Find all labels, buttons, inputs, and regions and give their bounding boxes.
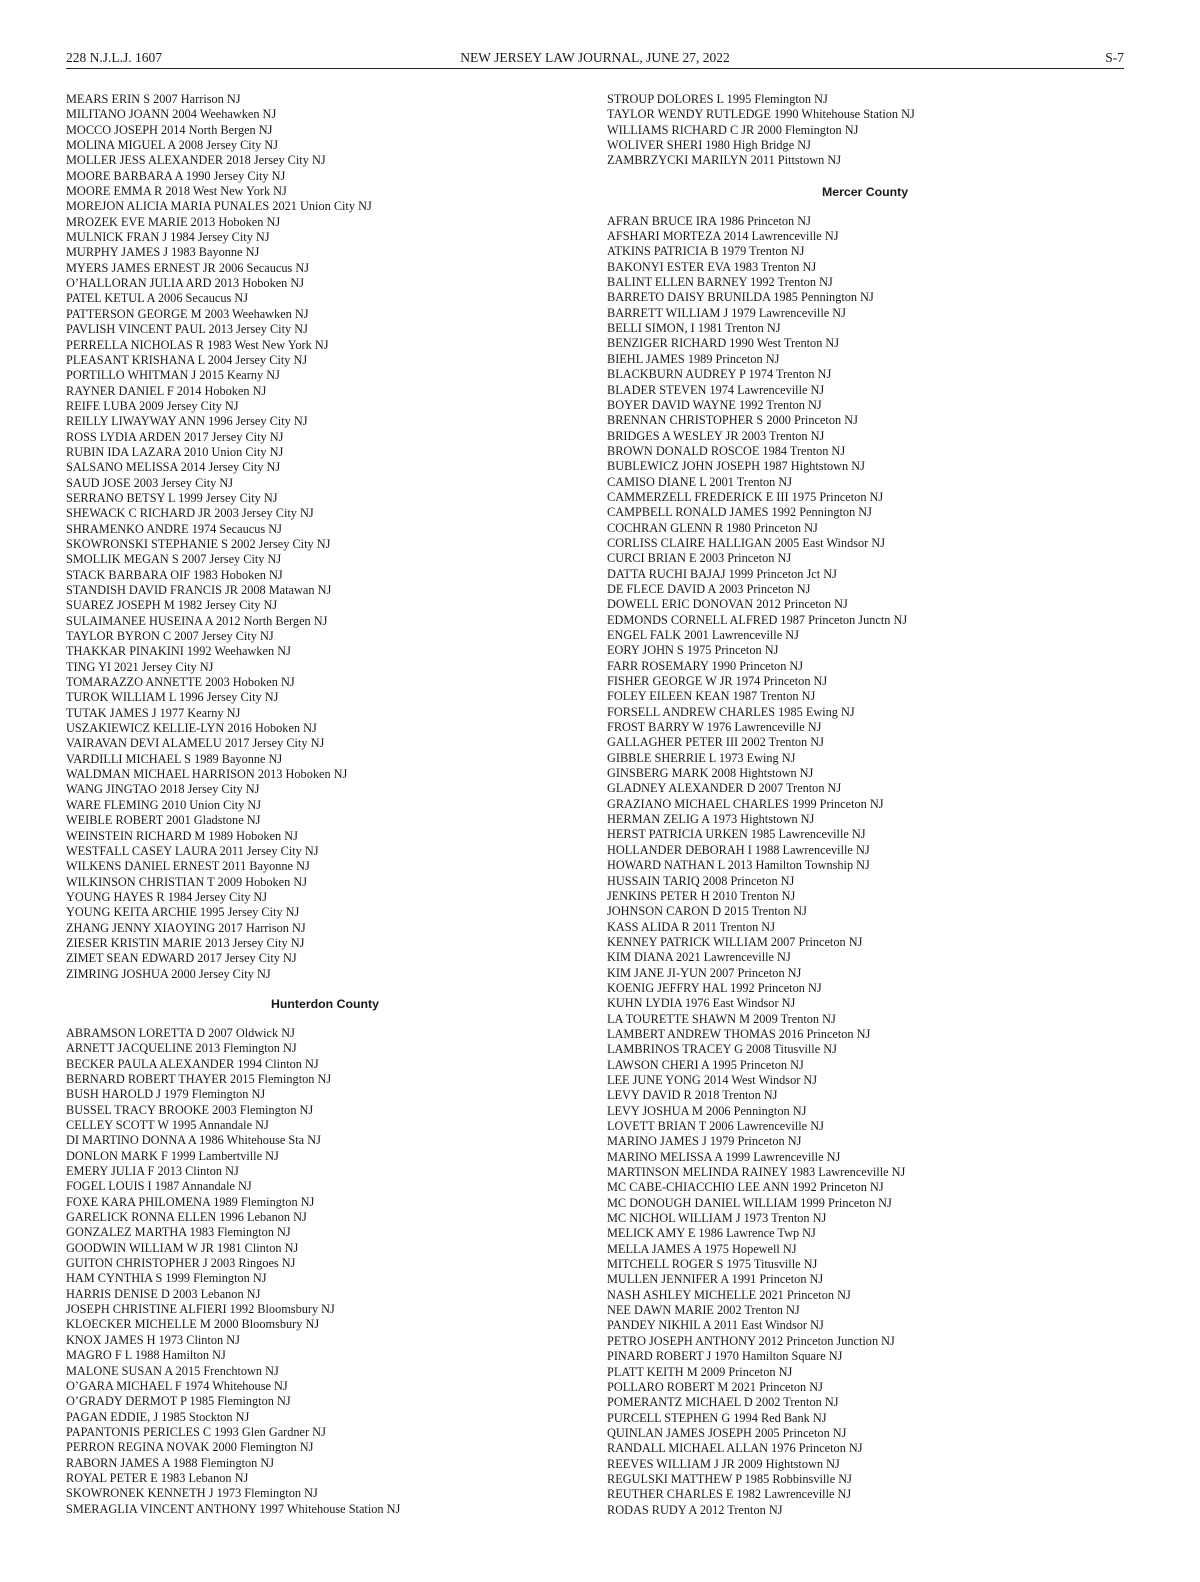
list-item: RANDALL MICHAEL ALLAN 1976 Princeton NJ	[607, 1441, 863, 1456]
list-item: AFRAN BRUCE IRA 1986 Princeton NJ	[607, 213, 811, 228]
list-item: VARDILLI MICHAEL S 1989 Bayonne NJ	[66, 751, 283, 766]
list-item: STACK BARBARA OIF 1983 Hoboken NJ	[66, 567, 283, 582]
list-item: MOORE BARBARA A 1990 Jersey City NJ	[66, 168, 286, 183]
list-item: GARELICK RONNA ELLEN 1996 Lebanon NJ	[66, 1210, 307, 1225]
list-item: CAMPBELL RONALD JAMES 1992 Pennington NJ	[607, 505, 872, 520]
list-item: GLADNEY ALEXANDER D 2007 Trenton NJ	[607, 781, 842, 796]
list-item: EORY JOHN S 1975 Princeton NJ	[607, 643, 779, 658]
volume-citation: 228 N.J.L.J. 1607	[66, 50, 163, 65]
list-item: LEE JUNE YONG 2014 West Windsor NJ	[607, 1072, 818, 1087]
list-item: BUBLEWICZ JOHN JOSEPH 1987 Hightstown NJ	[607, 459, 865, 474]
list-item: REILLY LIWAYWAY ANN 1996 Jersey City NJ	[66, 414, 308, 429]
list-item: MOLLER JESS ALEXANDER 2018 Jersey City NJ	[66, 153, 326, 168]
list-item: BOYER DAVID WAYNE 1992 Trenton NJ	[607, 397, 822, 412]
list-item: MC DONOUGH DANIEL WILLIAM 1999 Princeton NJ	[607, 1195, 892, 1210]
list-item: KNOX JAMES H 1973 Clinton NJ	[66, 1332, 240, 1347]
list-item: RAYNER DANIEL F 2014 Hoboken NJ	[66, 383, 267, 398]
list-item: WILLIAMS RICHARD C JR 2000 Flemington NJ	[607, 122, 859, 137]
list-item: BLACKBURN AUDREY P 1974 Trenton NJ	[607, 367, 832, 382]
list-item: ZHANG JENNY XIAOYING 2017 Harrison NJ	[66, 920, 306, 935]
list-item: BLADER STEVEN 1974 Lawrenceville NJ	[607, 382, 825, 397]
list-item: RODAS RUDY A 2012 Trenton NJ	[607, 1502, 783, 1517]
list-item: CURCI BRIAN E 2003 Princeton NJ	[607, 551, 792, 566]
list-item: PERRON REGINA NOVAK 2000 Flemington NJ	[66, 1440, 314, 1455]
list-item: PAPANTONIS PERICLES C 1993 Glen Gardner NJ	[66, 1424, 326, 1439]
list-item: TAYLOR BYRON C 2007 Jersey City NJ	[66, 629, 274, 644]
list-item: MOCCO JOSEPH 2014 North Bergen NJ	[66, 122, 273, 137]
list-item: HERST PATRICIA URKEN 1985 Lawrenceville NJ	[607, 827, 866, 842]
list-item: FOGEL LOUIS I 1987 Annandale NJ	[66, 1179, 252, 1194]
list-item: PORTILLO WHITMAN J 2015 Kearny NJ	[66, 368, 280, 383]
list-item: PINARD ROBERT J 1970 Hamilton Square NJ	[607, 1349, 843, 1364]
list-item: FISHER GEORGE W JR 1974 Princeton NJ	[607, 674, 828, 689]
list-item: SHEWACK C RICHARD JR 2003 Jersey City NJ	[66, 506, 314, 521]
list-item: GINSBERG MARK 2008 Hightstown NJ	[607, 766, 814, 781]
page-number: S-7	[1105, 50, 1124, 65]
list-item: GALLAGHER PETER III 2002 Trenton NJ	[607, 735, 824, 750]
list-item: TING YI 2021 Jersey City NJ	[66, 659, 214, 674]
list-item: GUITON CHRISTOPHER J 2003 Ringoes NJ	[66, 1256, 296, 1271]
list-item: FOXE KARA PHILOMENA 1989 Flemington NJ	[66, 1194, 315, 1209]
hunterdon-list	[66, 1026, 566, 1517]
list-item: SAUD JOSE 2003 Jersey City NJ	[66, 475, 234, 490]
hudson-list	[66, 92, 566, 982]
list-item: WEIBLE ROBERT 2001 Gladstone NJ	[66, 813, 261, 828]
list-item: LEVY DAVID R 2018 Trenton NJ	[607, 1088, 778, 1103]
list-item: DE FLECE DAVID A 2003 Princeton NJ	[607, 581, 811, 596]
mercer-county-heading: Mercer County	[822, 184, 909, 199]
list-item: DOWELL ERIC DONOVAN 2012 Princeton NJ	[607, 597, 848, 612]
list-item: MELLA JAMES A 1975 Hopewell NJ	[607, 1241, 797, 1256]
list-item: ABRAMSON LORETTA D 2007 Oldwick NJ	[66, 1025, 295, 1040]
list-item: BECKER PAULA ALEXANDER 1994 Clinton NJ	[66, 1056, 319, 1071]
list-item: BRENNAN CHRISTOPHER S 2000 Princeton NJ	[607, 413, 858, 428]
list-item: WESTFALL CASEY LAURA 2011 Jersey City NJ	[66, 843, 319, 858]
list-item: SERRANO BETSY L 1999 Jersey City NJ	[66, 490, 278, 505]
list-item: ZIMRING JOSHUA 2000 Jersey City NJ	[66, 966, 271, 981]
list-item: DATTA RUCHI BAJAJ 1999 Princeton Jct NJ	[607, 566, 837, 581]
list-item: PETRO JOSEPH ANTHONY 2012 Princeton Junction NJ	[607, 1333, 895, 1348]
list-item: PLATT KEITH M 2009 Princeton NJ	[607, 1364, 793, 1379]
list-item: MAGRO F L 1988 Hamilton NJ	[66, 1348, 226, 1363]
list-item: HERMAN ZELIG A 1973 Hightstown NJ	[607, 812, 815, 827]
list-item: ARNETT JACQUELINE 2013 Flemington NJ	[66, 1041, 297, 1056]
list-item: O’HALLORAN JULIA ARD 2013 Hoboken NJ	[66, 276, 305, 291]
list-item: MYERS JAMES ERNEST JR 2006 Secaucus NJ	[66, 260, 309, 275]
list-item: MARINO JAMES J 1979 Princeton NJ	[607, 1134, 802, 1149]
list-item: KLOECKER MICHELLE M 2000 Bloomsbury NJ	[66, 1317, 320, 1332]
list-item: PURCELL STEPHEN G 1994 Red Bank NJ	[607, 1410, 827, 1425]
list-item: ROSS LYDIA ARDEN 2017 Jersey City NJ	[66, 429, 284, 444]
list-item: FOLEY EILEEN KEAN 1987 Trenton NJ	[607, 689, 816, 704]
list-item: THAKKAR PINAKINI 1992 Weehawken NJ	[66, 644, 291, 659]
list-item: QUINLAN JAMES JOSEPH 2005 Princeton NJ	[607, 1425, 847, 1440]
list-item: MULNICK FRAN J 1984 Jersey City NJ	[66, 230, 270, 245]
list-item: MELICK AMY E 1986 Lawrence Twp NJ	[607, 1226, 816, 1241]
list-item: LOVETT BRIAN T 2006 Lawrenceville NJ	[607, 1119, 824, 1133]
list-item: BENZIGER RICHARD 1990 West Trenton NJ	[607, 336, 840, 351]
list-item: BALINT ELLEN BARNEY 1992 Trenton NJ	[607, 275, 833, 290]
list-item: BAKONYI ESTER EVA 1983 Trenton NJ	[607, 259, 817, 274]
list-item: FROST BARRY W 1976 Lawrenceville NJ	[607, 720, 822, 735]
list-item: MOORE EMMA R 2018 West New York NJ	[66, 184, 287, 199]
list-item: MILITANO JOANN 2004 Weehawken NJ	[66, 107, 277, 122]
list-item: STROUP DOLORES L 1995 Flemington NJ	[607, 92, 828, 106]
list-item: BRIDGES A WESLEY JR 2003 Trenton NJ	[607, 428, 825, 443]
list-item: MOLINA MIGUEL A 2008 Jersey City NJ	[66, 138, 279, 153]
list-item: DI MARTINO DONNA A 1986 Whitehouse Sta NJ	[66, 1133, 321, 1148]
list-item: O’GARA MICHAEL F 1974 Whitehouse NJ	[66, 1378, 288, 1393]
left-column	[66, 92, 566, 1517]
list-item: PERRELLA NICHOLAS R 1983 West New York NJ	[66, 337, 329, 352]
list-item: CAMMERZELL FREDERICK E III 1975 Princeton NJ	[607, 489, 884, 504]
mercer-list	[607, 214, 1137, 1518]
list-item: MURPHY JAMES J 1983 Bayonne NJ	[66, 245, 260, 260]
list-item: HAM CYNTHIA S 1999 Flemington NJ	[66, 1271, 267, 1286]
list-item: WILKINSON CHRISTIAN T 2009 Hoboken NJ	[66, 874, 308, 889]
list-item: REUTHER CHARLES E 1982 Lawrenceville NJ	[607, 1487, 852, 1502]
list-item: KASS ALIDA R 2011 Trenton NJ	[607, 919, 775, 934]
list-item: BROWN DONALD ROSCOE 1984 Trenton NJ	[607, 443, 846, 458]
list-item: ZIESER KRISTIN MARIE 2013 Jersey City NJ	[66, 935, 305, 950]
list-item: YOUNG KEITA ARCHIE 1995 Jersey City NJ	[66, 905, 300, 920]
list-item: TUROK WILLIAM L 1996 Jersey City NJ	[66, 690, 279, 705]
list-item: KIM DIANA 2021 Lawrenceville NJ	[607, 950, 791, 965]
list-item: LA TOURETTE SHAWN M 2009 Trenton NJ	[607, 1011, 836, 1026]
list-item: REEVES WILLIAM J JR 2009 Hightstown NJ	[607, 1456, 840, 1471]
list-item: WALDMAN MICHAEL HARRISON 2013 Hoboken NJ	[66, 767, 348, 782]
list-item: ATKINS PATRICIA B 1979 Trenton NJ	[607, 244, 805, 259]
list-item: FORSELL ANDREW CHARLES 1985 Ewing NJ	[607, 704, 855, 719]
page-header	[66, 50, 1124, 69]
list-item: VAIRAVAN DEVI ALAMELU 2017 Jersey City NJ	[66, 736, 325, 751]
list-item: EDMONDS CORNELL ALFRED 1987 Princeton Junctn NJ	[607, 612, 908, 627]
list-item: LAMBERT ANDREW THOMAS 2016 Princeton NJ	[607, 1026, 871, 1041]
publication-title: NEW JERSEY LAW JOURNAL, JUNE 27, 2022	[460, 50, 730, 65]
list-item: EMERY JULIA F 2013 Clinton NJ	[66, 1164, 239, 1179]
list-item: ENGEL FALK 2001 Lawrenceville NJ	[607, 628, 799, 642]
list-item: NEE DAWN MARIE 2002 Trenton NJ	[607, 1303, 800, 1318]
list-item: RUBIN IDA LAZARA 2010 Union City NJ	[66, 444, 284, 459]
list-item: WOLIVER SHERI 1980 High Bridge NJ	[607, 138, 811, 153]
list-item: BERNARD ROBERT THAYER 2015 Flemington NJ	[66, 1071, 332, 1086]
list-item: SKOWRONSKI STEPHANIE S 2002 Jersey City NJ	[66, 536, 331, 551]
list-item: GIBBLE SHERRIE L 1973 Ewing NJ	[607, 750, 796, 765]
list-item: TOMARAZZO ANNETTE 2003 Hoboken NJ	[66, 675, 295, 690]
list-item: ZIMET SEAN EDWARD 2017 Jersey City NJ	[66, 951, 297, 966]
list-item: BARRETT WILLIAM J 1979 Lawrenceville NJ	[607, 305, 846, 320]
list-item: PAVLISH VINCENT PAUL 2013 Jersey City NJ	[66, 322, 308, 337]
list-item: MC CABE-CHIACCHIO LEE ANN 1992 Princeton NJ	[607, 1180, 884, 1195]
list-item: MARINO MELISSA A 1999 Lawrenceville NJ	[607, 1149, 841, 1164]
list-item: WANG JINGTAO 2018 Jersey City NJ	[66, 782, 260, 797]
list-item: STANDISH DAVID FRANCIS JR 2008 Matawan NJ	[66, 583, 332, 597]
list-item: SKOWRONEK KENNETH J 1973 Flemington NJ	[66, 1486, 318, 1501]
right-column	[607, 92, 1137, 1518]
list-item: PLEASANT KRISHANA L 2004 Jersey City NJ	[66, 352, 308, 367]
list-item: COCHRAN GLENN R 1980 Princeton NJ	[607, 520, 818, 535]
list-item: WILKENS DANIEL ERNEST 2011 Bayonne NJ	[66, 859, 310, 874]
list-item: CAMISO DIANE L 2001 Trenton NJ	[607, 474, 793, 489]
list-item: RABORN JAMES A 1988 Flemington NJ	[66, 1455, 275, 1470]
list-item: PATEL KETUL A 2006 Secaucus NJ	[66, 291, 249, 306]
list-item: GOODWIN WILLIAM W JR 1981 Clinton NJ	[66, 1240, 299, 1255]
list-item: PANDEY NIKHIL A 2011 East Windsor NJ	[607, 1318, 824, 1333]
list-item: PATTERSON GEORGE M 2003 Weehawken NJ	[66, 306, 309, 321]
list-item: KOENIG JEFFRY HAL 1992 Princeton NJ	[607, 980, 822, 995]
list-item: ROYAL PETER E 1983 Lebanon NJ	[66, 1470, 249, 1485]
list-item: TUTAK JAMES J 1977 Kearny NJ	[66, 705, 241, 720]
list-item: SULAIMANEE HUSEINA A 2012 North Bergen NJ	[66, 613, 328, 628]
list-item: KIM JANE JI-YUN 2007 Princeton NJ	[607, 965, 802, 980]
list-item: LAMBRINOS TRACEY G 2008 Titusville NJ	[607, 1042, 837, 1057]
list-item: BELLI SIMON, I 1981 Trenton NJ	[607, 321, 781, 336]
list-item: KENNEY PATRICK WILLIAM 2007 Princeton NJ	[607, 934, 863, 949]
list-item: POLLARO ROBERT M 2021 Princeton NJ	[607, 1379, 823, 1394]
list-item: LAWSON CHERI A 1995 Princeton NJ	[607, 1057, 804, 1072]
list-item: PAGAN EDDIE, J 1985 Stockton NJ	[66, 1409, 250, 1424]
list-item: HUSSAIN TARIQ 2008 Princeton NJ	[607, 873, 795, 888]
list-item: MROZEK EVE MARIE 2013 Hoboken NJ	[66, 214, 281, 229]
list-item: BUSH HAROLD J 1979 Flemington NJ	[66, 1087, 266, 1102]
list-item: YOUNG HAYES R 1984 Jersey City NJ	[66, 889, 268, 904]
list-item: WARE FLEMING 2010 Union City NJ	[66, 797, 262, 812]
hunterdon-continued-list	[607, 92, 1137, 169]
list-item: MARTINSON MELINDA RAINEY 1983 Lawrenceville NJ	[607, 1165, 906, 1180]
list-item: WEINSTEIN RICHARD M 1989 Hoboken NJ	[66, 828, 298, 843]
list-item: TAYLOR WENDY RUTLEDGE 1990 Whitehouse Station NJ	[607, 107, 915, 122]
list-item: MC NICHOL WILLIAM J 1973 Trenton NJ	[607, 1211, 827, 1226]
list-item: SALSANO MELISSA 2014 Jersey City NJ	[66, 460, 281, 475]
list-item: SUAREZ JOSEPH M 1982 Jersey City NJ	[66, 598, 278, 613]
list-item: SHRAMENKO ANDRE 1974 Secaucus NJ	[66, 521, 282, 536]
list-item: BIEHL JAMES 1989 Princeton NJ	[607, 351, 780, 366]
list-item: MEARS ERIN S 2007 Harrison NJ	[66, 92, 241, 106]
list-item: AFSHARI MORTEZA 2014 Lawrenceville NJ	[607, 229, 839, 244]
list-item: LEVY JOSHUA M 2006 Pennington NJ	[607, 1103, 807, 1118]
list-item: MOREJON ALICIA MARIA PUNALES 2021 Union City NJ	[66, 199, 372, 214]
list-item: CELLEY SCOTT W 1995 Annandale NJ	[66, 1118, 269, 1132]
list-item: BARRETO DAISY BRUNILDA 1985 Pennington NJ	[607, 290, 874, 305]
list-item: HOWARD NATHAN L 2013 Hamilton Township NJ	[607, 858, 870, 873]
list-item: GONZALEZ MARTHA 1983 Flemington NJ	[66, 1225, 291, 1240]
list-item: BUSSEL TRACY BROOKE 2003 Flemington NJ	[66, 1102, 314, 1117]
list-item: HOLLANDER DEBORAH I 1988 Lawrenceville NJ	[607, 842, 870, 857]
list-item: FARR ROSEMARY 1990 Princeton NJ	[607, 658, 804, 673]
list-item: SMOLLIK MEGAN S 2007 Jersey City NJ	[66, 552, 282, 567]
list-item: REIFE LUBA 2009 Jersey City NJ	[66, 398, 239, 413]
list-item: GRAZIANO MICHAEL CHARLES 1999 Princeton NJ	[607, 796, 884, 811]
list-item: REGULSKI MATTHEW P 1985 Robbinsville NJ	[607, 1471, 852, 1486]
list-item: MULLEN JENNIFER A 1991 Princeton NJ	[607, 1272, 824, 1287]
list-item: MITCHELL ROGER S 1975 Titusville NJ	[607, 1257, 818, 1272]
list-item: NASH ASHLEY MICHELLE 2021 Princeton NJ	[607, 1287, 851, 1302]
hunterdon-county-heading: Hunterdon County	[271, 996, 379, 1011]
list-item: MALONE SUSAN A 2015 Frenchtown NJ	[66, 1363, 279, 1378]
list-item: DONLON MARK F 1999 Lambertville NJ	[66, 1148, 279, 1163]
list-item: CORLISS CLAIRE HALLIGAN 2005 East Windsor NJ	[607, 535, 886, 550]
list-item: JENKINS PETER H 2010 Trenton NJ	[607, 888, 796, 903]
list-item: KUHN LYDIA 1976 East Windsor NJ	[607, 996, 796, 1011]
list-item: ZAMBRZYCKI MARILYN 2011 Pittstown NJ	[607, 153, 842, 168]
list-item: USZAKIEWICZ KELLIE-LYN 2016 Hoboken NJ	[66, 721, 317, 736]
list-item: JOSEPH CHRISTINE ALFIERI 1992 Bloomsbury NJ	[66, 1302, 335, 1317]
list-item: POMERANTZ MICHAEL D 2002 Trenton NJ	[607, 1395, 839, 1410]
list-item: SMERAGLIA VINCENT ANTHONY 1997 Whitehouse Station NJ	[66, 1501, 401, 1516]
list-item: O’GRADY DERMOT P 1985 Flemington NJ	[66, 1394, 291, 1409]
list-item: JOHNSON CARON D 2015 Trenton NJ	[607, 904, 807, 919]
list-item: HARRIS DENISE D 2003 Lebanon NJ	[66, 1286, 261, 1301]
